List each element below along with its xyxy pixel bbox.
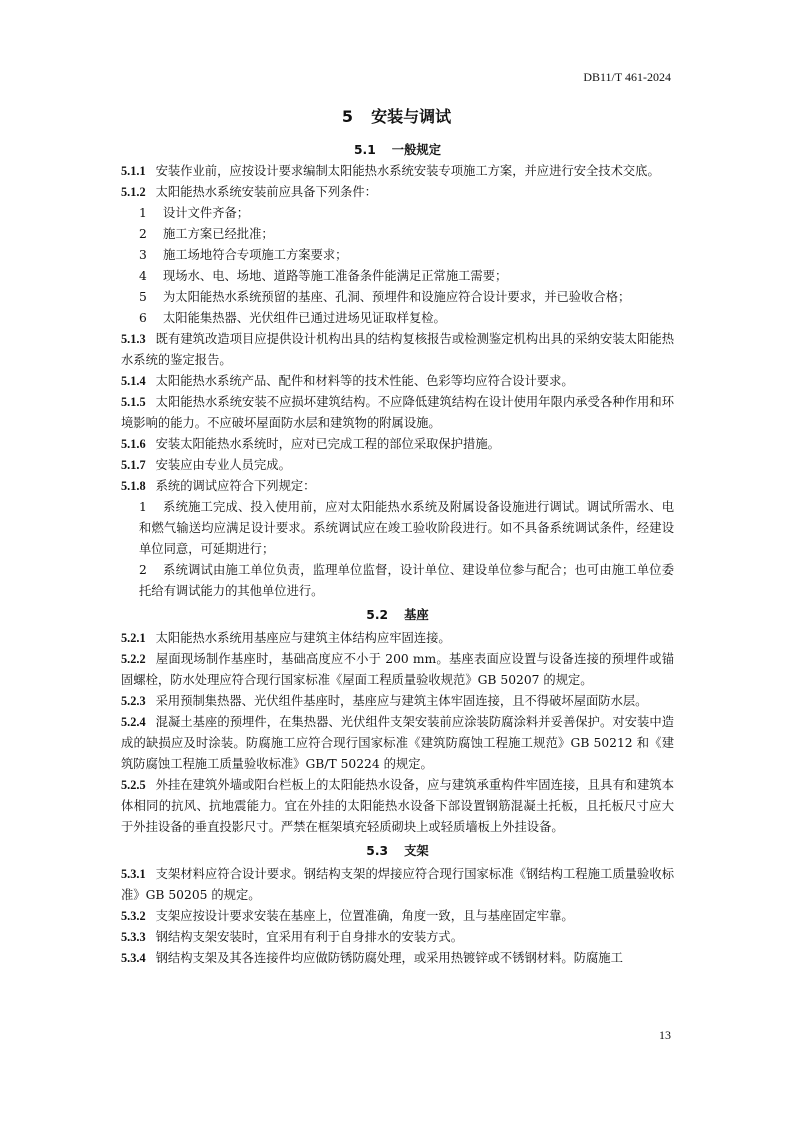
clause-5-1-3 bbox=[121, 329, 674, 371]
clause-text: 混凝土基座的预埋件，在集热器、光伏组件支架安装前应涂装防腐涂料并妥善保护。对安装中造成的缺损应及时涂装。防腐施工应符合现行国家标准《建筑防腐蚀工程施工规范》GB 50212 和《建筑防腐蚀工程施工质量验收标准》GB/T 50224 的规定。 bbox=[121, 715, 674, 771]
clause-5-2-2 bbox=[121, 649, 674, 691]
section-number: 5.1 bbox=[354, 143, 376, 157]
clause-5-2-3 bbox=[121, 691, 674, 712]
clause-number: 5.2.5 bbox=[121, 778, 146, 792]
section-number: 5.3 bbox=[366, 844, 389, 858]
clause-5-1-8 bbox=[121, 476, 674, 497]
item-number: 6 bbox=[139, 311, 147, 325]
clause-number: 5.2.1 bbox=[121, 631, 146, 645]
page-number: 13 bbox=[659, 1028, 671, 1042]
clause-5-3-4 bbox=[121, 948, 674, 969]
clause-text: 太阳能热水系统产品、配件和材料等的技术性能、色彩等均应符合设计要求。 bbox=[155, 374, 574, 388]
clause-number: 5.1.6 bbox=[121, 437, 146, 451]
item-text: 施工场地符合专项施工方案要求； bbox=[163, 248, 348, 262]
clause-text: 安装应由专业人员完成。 bbox=[155, 458, 291, 472]
clause-5-1-7 bbox=[121, 455, 674, 476]
clause-number: 5.2.2 bbox=[121, 652, 146, 666]
list-item bbox=[121, 560, 674, 602]
clause-text: 支架应按设计要求安装在基座上，位置准确，角度一致，且与基座固定牢靠。 bbox=[155, 909, 574, 923]
item-number: 3 bbox=[139, 248, 147, 262]
clause-number: 5.3.2 bbox=[121, 909, 146, 923]
clause-text: 安装太阳能热水系统时，应对已完成工程的部位采取保护措施。 bbox=[155, 437, 500, 451]
clause-5-2-5 bbox=[121, 775, 674, 838]
section-title-text: 支架 bbox=[404, 844, 429, 858]
clause-text: 屋面现场制作基座时，基础高度应不小于 200 mm。基座表面应设置与设备连接的预埋件或锚固螺栓，防水处理应符合现行国家标准《屋面工程质量验收规范》GB 50207 的规定。 bbox=[121, 652, 674, 687]
standard-number: DB11/T 461-2024 bbox=[583, 70, 671, 84]
clause-text: 既有建筑改造项目应提供设计机构出具的结构复核报告或检测鉴定机构出具的采纳安装太阳能热水系统的鉴定报告。 bbox=[121, 332, 674, 367]
clause-5-1-2 bbox=[121, 182, 674, 203]
list-item bbox=[121, 245, 674, 266]
section-title-text: 基座 bbox=[404, 608, 429, 622]
item-number: 2 bbox=[139, 227, 147, 241]
clause-number: 5.1.3 bbox=[121, 332, 146, 346]
clause-number: 5.1.8 bbox=[121, 479, 146, 493]
clause-number: 5.3.1 bbox=[121, 867, 146, 881]
clause-5-1-6 bbox=[121, 434, 674, 455]
list-item bbox=[121, 308, 674, 329]
item-text: 设计文件齐备； bbox=[163, 206, 250, 220]
section-title-5-3 bbox=[121, 841, 674, 862]
clause-text: 太阳能热水系统用基座应与建筑主体结构应牢固连接。 bbox=[155, 631, 451, 645]
clause-text: 外挂在建筑外墙或阳台栏板上的太阳能热水设备，应与建筑承重构件牢固连接，且具有和建筑本体相同的抗风、抗地震能力。宜在外挂的太阳能热水设备下部设置钢筋混凝土托板，且托板尺寸应大于外挂设备的垂直投影尺寸。严禁在框架填充轻质砌块上或轻质墙板上外挂设备。 bbox=[121, 778, 674, 834]
item-text: 为太阳能热水系统预留的基座、孔洞、预埋件和设施应符合设计要求，并已验收合格； bbox=[163, 290, 631, 304]
clause-number: 5.2.4 bbox=[121, 715, 146, 729]
item-number: 2 bbox=[139, 563, 147, 577]
item-text: 施工方案已经批准； bbox=[163, 227, 274, 241]
clause-number: 5.3.4 bbox=[121, 951, 146, 965]
clause-number: 5.1.4 bbox=[121, 374, 146, 388]
item-text: 太阳能集热器、光伏组件已通过进场见证取样复检。 bbox=[163, 311, 446, 325]
list-item bbox=[121, 497, 674, 560]
clause-number: 5.1.7 bbox=[121, 458, 146, 472]
clause-text: 采用预制集热器、光伏组件基座时，基座应与建筑主体牢固连接，且不得破坏屋面防水层。 bbox=[155, 694, 648, 708]
item-number: 1 bbox=[139, 500, 147, 514]
item-number: 5 bbox=[139, 290, 147, 304]
clause-text: 太阳能热水系统安装前应具备下列条件： bbox=[155, 185, 377, 199]
clause-number: 5.1.2 bbox=[121, 185, 146, 199]
clause-5-3-2 bbox=[121, 906, 674, 927]
clause-text: 系统的调试应符合下列规定： bbox=[155, 479, 316, 493]
clause-text: 支架材料应符合设计要求。钢结构支架的焊接应符合现行国家标准《钢结构工程施工质量验收标准》GB 50205 的规定。 bbox=[121, 867, 674, 902]
item-text: 系统调试由施工单位负责，监理单位监督，设计单位、建设单位参与配合；也可由施工单位委托给有调试能力的其他单位进行。 bbox=[139, 563, 674, 598]
section-title-text: 一般规定 bbox=[391, 143, 441, 157]
clause-number: 5.1.5 bbox=[121, 395, 146, 409]
item-text: 现场水、电、场地、道路等施工准备条件能满足正常施工需要； bbox=[163, 269, 508, 283]
chapter-title bbox=[0, 105, 793, 129]
clause-text: 太阳能热水系统安装不应损坏建筑结构。不应降低建筑结构在设计使用年限内承受各种作用和环境影响的能力。不应破坏屋面防水层和建筑物的附属设施。 bbox=[121, 395, 674, 430]
chapter-number: 5 bbox=[341, 107, 354, 126]
clause-5-1-4 bbox=[121, 371, 674, 392]
clause-number: 5.1.1 bbox=[121, 164, 146, 178]
clause-5-2-1 bbox=[121, 628, 674, 649]
clause-text: 钢结构支架及其各连接件均应做防锈防腐处理，或采用热镀锌或不锈钢材料。防腐施工 bbox=[155, 951, 623, 965]
section-title-5-2 bbox=[121, 605, 674, 626]
list-item bbox=[121, 224, 674, 245]
clause-number: 5.3.3 bbox=[121, 930, 146, 944]
clause-5-2-4 bbox=[121, 712, 674, 775]
clause-number: 5.2.3 bbox=[121, 694, 146, 708]
list-item bbox=[121, 266, 674, 287]
section-number: 5.2 bbox=[366, 608, 389, 622]
clause-5-1-1 bbox=[121, 161, 674, 182]
clause-text: 钢结构支架安装时，宜采用有利于自身排水的安装方式。 bbox=[155, 930, 464, 944]
chapter-title-text: 安装与调试 bbox=[371, 107, 452, 126]
clause-5-3-1 bbox=[121, 864, 674, 906]
document-body bbox=[121, 140, 674, 969]
list-item bbox=[121, 203, 674, 224]
clause-5-3-3 bbox=[121, 927, 674, 948]
clause-5-1-5 bbox=[121, 392, 674, 434]
item-number: 4 bbox=[139, 269, 147, 283]
item-text: 系统施工完成、投入使用前，应对太阳能热水系统及附属设备设施进行调试。调试所需水、电和燃气输送均应满足设计要求。系统调试应在竣工验收阶段进行。如不具备系统调试条件，经建设单位同意，可延期进行； bbox=[139, 500, 674, 556]
clause-text: 安装作业前，应按设计要求编制太阳能热水系统安装专项施工方案，并应进行安全技术交底。 bbox=[155, 164, 660, 178]
item-number: 1 bbox=[139, 206, 147, 220]
list-item bbox=[121, 287, 674, 308]
section-title-5-1 bbox=[121, 140, 674, 161]
